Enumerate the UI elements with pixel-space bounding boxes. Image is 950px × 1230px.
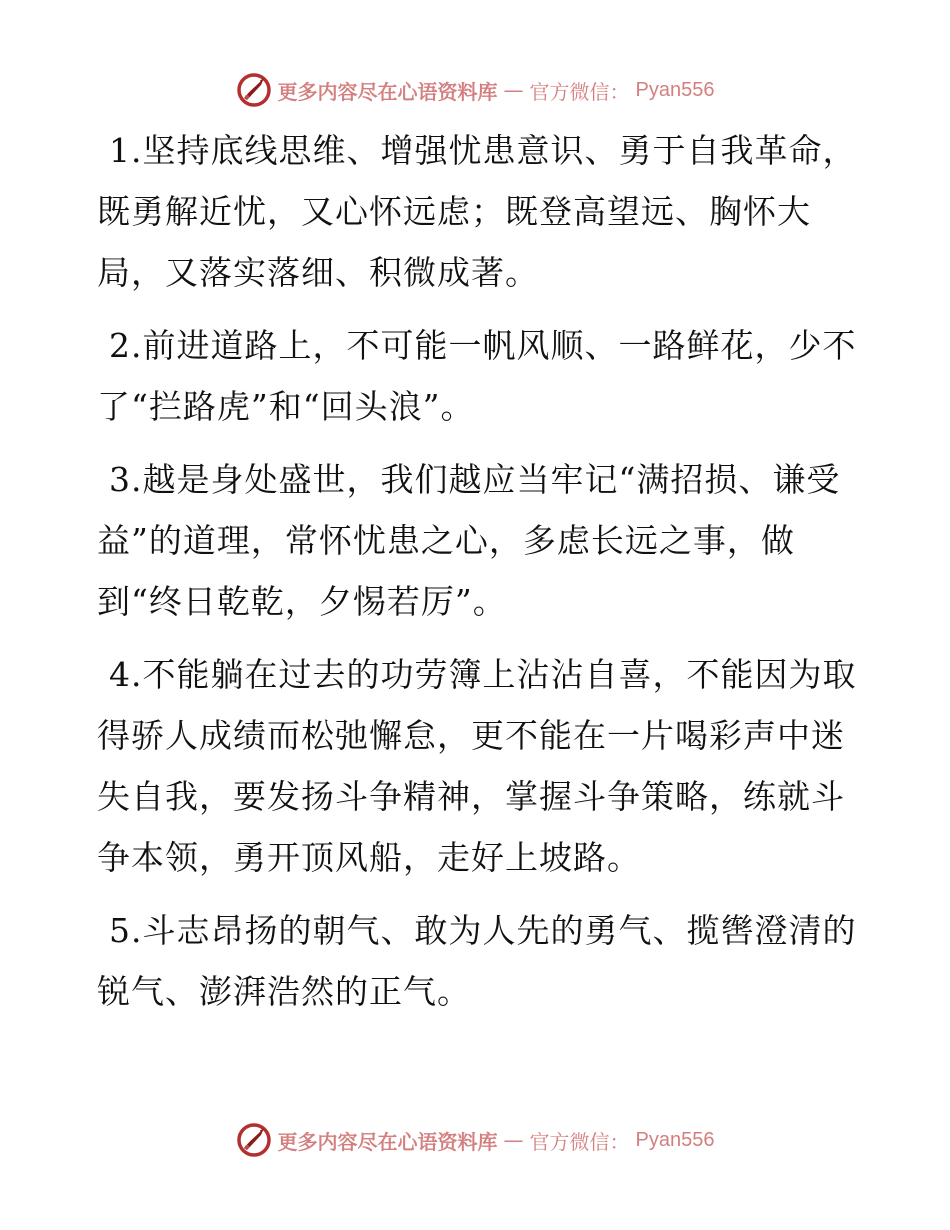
banner-wechat-id: Pyan556 [635,78,715,101]
banner-wechat-id: Pyan556 [635,1128,715,1151]
banner-official-label: 官方微信： [529,79,630,104]
brand-logo-icon [236,72,272,108]
paragraph-2 [97,315,857,437]
paragraph-number: 3. [109,460,143,499]
banner-separator: — [503,78,524,102]
paragraph-text: 越是身处盛世，我们越应当牢记“满招损、谦受益”的道理，常怀忧患之心，多虑长远之事，做到“终日乾乾，夕惕若厉”。 [97,460,841,621]
footer-banner [0,1120,950,1160]
paragraph-number: 1. [109,131,143,170]
paragraph-text: 坚持底线思维、增强忧患意识、勇于自我革命，既勇解近忧，又心怀远虑；既登高望远、胸怀大局，又落实落细、积微成著。 [97,131,857,292]
paragraph-1 [97,120,857,303]
brand-logo-icon [236,1122,272,1158]
paragraph-number: 2. [109,326,143,365]
banner-brand-text: 更多内容尽在心语资料库 [277,79,498,104]
paragraph-number: 4. [109,655,143,694]
header-banner [0,70,950,110]
banner-brand-text: 更多内容尽在心语资料库 [277,1129,498,1154]
paragraph-text: 不能躺在过去的功劳簿上沾沾自喜，不能因为取得骄人成绩而松弛懈怠，更不能在一片喝彩声中迷失自我，要发扬斗争精神，掌握斗争策略，练就斗争本领，勇开顶风船，走好上坡路。 [97,655,857,877]
paragraph-text: 斗志昂扬的朝气、敢为人先的勇气、揽辔澄清的锐气、澎湃浩然的正气。 [97,911,857,1011]
paragraph-number: 5. [109,911,143,950]
document-body [97,120,857,1034]
banner-separator: — [503,1128,524,1152]
paragraph-5 [97,900,857,1022]
paragraph-text: 前进道路上，不可能一帆风顺、一路鲜花，少不了“拦路虎”和“回头浪”。 [97,326,857,426]
paragraph-4 [97,644,857,888]
paragraph-3 [97,449,857,632]
banner-official-label: 官方微信： [529,1129,630,1154]
